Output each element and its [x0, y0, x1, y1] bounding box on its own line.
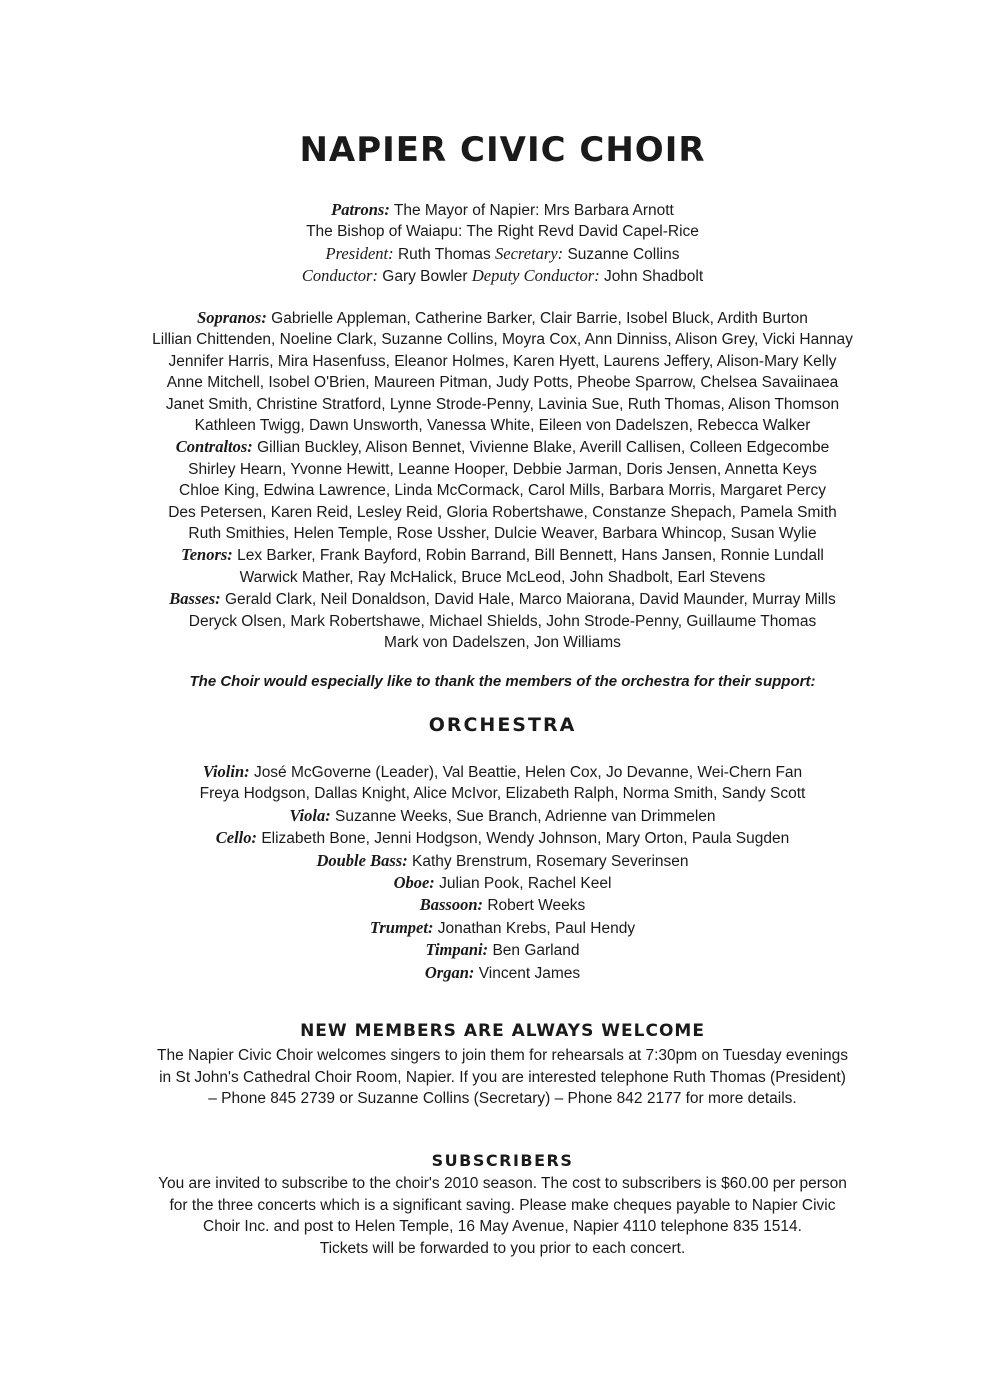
basses-names: Gerald Clark, Neil Donaldson, David Hale, Marco Maiorana, David Maunder, Murray Mills — [224, 591, 836, 609]
orchestra-members-block — [0, 761, 1005, 984]
contraltos-label: Contraltos: — [175, 437, 253, 457]
trumpet-line — [0, 917, 1005, 939]
subscribers-heading: SUBSCRIBERS — [431, 1151, 574, 1170]
contraltos-names: Shirley Hearn, Yvonne Hewitt, Leanne Hooper, Debbie Jarman, Doris Jensen, Annetta Keys — [188, 460, 817, 478]
oboe-line — [0, 872, 1005, 894]
new-members-text-line: in St John's Cathedral Choir Room, Napier. If you are interested telephone Ruth Thomas (President) — [159, 1068, 846, 1086]
violin-line — [0, 761, 1005, 783]
basses-names: Mark von Dadelszen, Jon Williams — [384, 634, 621, 652]
cello-label: Cello: — [215, 828, 258, 848]
patrons-line — [0, 199, 1005, 221]
sopranos-names: Kathleen Twigg, Dawn Unsworth, Vanessa White, Eileen von Dadelszen, Rebecca Walker — [194, 417, 811, 435]
contraltos-names: Ruth Smithies, Helen Temple, Rose Ussher, Dulcie Weaver, Barbara Whincop, Susan Wylie — [188, 525, 817, 543]
conductor-label: Conductor: — [301, 266, 378, 286]
double-bass-label: Double Bass: — [316, 850, 408, 870]
sopranos-names: Janet Smith, Christine Stratford, Lynne Strode-Penny, Lavinia Sue, Ruth Thomas, Alison Thomson — [165, 395, 840, 413]
page-title: NAPIER CIVIC CHOIR — [299, 130, 706, 170]
sopranos-names: Anne Mitchell, Isobel O'Brien, Maureen Pitman, Judy Potts, Pheobe Sparrow, Chelsea Savaiinaea — [166, 374, 839, 392]
viola-line — [0, 805, 1005, 827]
trumpet-names: Jonathan Krebs, Paul Hendy — [437, 919, 636, 937]
deputy-conductor-label: Deputy Conductor: — [471, 266, 600, 286]
cello-names: Elizabeth Bone, Jenni Hodgson, Wendy Johnson, Mary Orton, Paula Sugden — [261, 830, 790, 848]
subscribers-text-line: Tickets will be forwarded to you prior to each concert. — [319, 1239, 686, 1257]
president-secretary-line — [0, 243, 1005, 265]
subscribers-text-line: Choir Inc. and post to Helen Temple, 16 May Avenue, Napier 4110 telephone 835 1514. — [203, 1218, 802, 1235]
secretary-label: Secretary: — [495, 243, 564, 263]
bassoon-names: Robert Weeks — [487, 897, 586, 915]
viola-label: Viola: — [289, 805, 331, 825]
conductor-line — [0, 265, 1005, 287]
viola-names: Suzanne Weeks, Sue Branch, Adrienne van Drimmelen — [335, 807, 716, 825]
orchestra-heading: ORCHESTRA — [428, 714, 577, 736]
conductor-name: Gary Bowler — [382, 268, 468, 286]
basses-line — [0, 588, 1005, 610]
president-label: President: — [325, 243, 394, 263]
choir-members-block — [0, 307, 1005, 654]
contraltos-line — [0, 436, 1005, 458]
subscribers-text-line: for the three concerts which is a significant saving. Please make cheques payable to Napier Civic — [169, 1196, 836, 1214]
tenors-names: Lex Barker, Frank Bayford, Robin Barrand, Bill Bennett, Hans Jansen, Ronnie Lundall — [237, 547, 824, 565]
subscribers-text-line: You are invited to subscribe to the choir's 2010 season. The cost to subscribers is $60.00 per person — [158, 1175, 847, 1192]
violin-names: José McGoverne (Leader), Val Beattie, Helen Cox, Jo Devanne, Wei-Chern Fan — [253, 764, 803, 781]
cello-line — [0, 827, 1005, 849]
contraltos-names: Des Petersen, Karen Reid, Lesley Reid, Gloria Robertshawe, Constanze Shepach, Pamela Smith — [168, 503, 837, 521]
new-members-text-line: The Napier Civic Choir welcomes singers to join them for rehearsals at 7:30pm on Tuesday evenings — [157, 1047, 848, 1064]
sopranos-names: Gabrielle Appleman, Catherine Barker, Clair Barrie, Isobel Bluck, Ardith Burton — [271, 310, 808, 327]
timpani-label: Timpani: — [425, 940, 489, 960]
contraltos-names: Chloe King, Edwina Lawrence, Linda McCormack, Carol Mills, Barbara Morris, Margaret Percy — [179, 482, 826, 500]
new-members-heading: NEW MEMBERS ARE ALWAYS WELCOME — [300, 1021, 705, 1041]
double-bass-names: Kathy Brenstrum, Rosemary Severinsen — [412, 852, 689, 870]
oboe-label: Oboe: — [393, 873, 435, 893]
sopranos-label: Sopranos: — [197, 308, 267, 327]
subscribers-text — [0, 1173, 1005, 1259]
sopranos-names: Jennifer Harris, Mira Hasenfuss, Eleanor Holmes, Karen Hyett, Laurens Jeffery, Alison-Mary Kelly — [168, 352, 837, 370]
violin-label: Violin: — [202, 762, 250, 781]
double-bass-line — [0, 850, 1005, 872]
organ-names: Vincent James — [478, 964, 581, 982]
organ-label: Organ: — [424, 962, 475, 982]
basses-label: Basses: — [169, 589, 221, 609]
timpani-line — [0, 939, 1005, 961]
officers-block — [0, 199, 1005, 288]
deputy-conductor-name: John Shadbolt — [604, 268, 704, 286]
trumpet-label: Trumpet: — [369, 917, 434, 937]
contraltos-names: Gillian Buckley, Alison Bennet, Vivienne Blake, Averill Callisen, Colleen Edgecombe — [257, 439, 830, 457]
orchestra-thanks-note: The Choir would especially like to thank the members of the orchestra for their support: — [189, 673, 816, 690]
tenors-names: Warwick Mather, Ray McHalick, Bruce McLeod, John Shadbolt, Earl Stevens — [239, 568, 766, 586]
bassoon-line — [0, 894, 1005, 916]
new-members-text-line: – Phone 845 2739 or Suzanne Collins (Secretary) – Phone 842 2177 for more details. — [208, 1090, 797, 1107]
patrons-line2: The Bishop of Waiapu: The Right Revd David Capel-Rice — [306, 223, 699, 241]
patrons-label: Patrons: — [331, 200, 390, 219]
oboe-names: Julian Pook, Rachel Keel — [439, 875, 612, 893]
bassoon-label: Bassoon: — [419, 895, 484, 915]
president-name: Ruth Thomas — [397, 245, 491, 263]
tenors-label: Tenors: — [181, 545, 233, 565]
sopranos-names: Lillian Chittenden, Noeline Clark, Suzanne Collins, Moyra Cox, Ann Dinniss, Alison Grey, Vicki Hannay — [152, 331, 853, 349]
new-members-text — [0, 1045, 1005, 1110]
patrons-line1-text: The Mayor of Napier: Mrs Barbara Arnott — [393, 202, 674, 219]
sopranos-line — [0, 307, 1005, 329]
timpani-names: Ben Garland — [492, 942, 580, 960]
tenors-line — [0, 544, 1005, 566]
violin-names: Freya Hodgson, Dallas Knight, Alice McIvor, Elizabeth Ralph, Norma Smith, Sandy Scott — [199, 785, 806, 803]
organ-line — [0, 962, 1005, 984]
basses-names: Deryck Olsen, Mark Robertshawe, Michael Shields, John Strode-Penny, Guillaume Thomas — [188, 612, 817, 630]
secretary-name: Suzanne Collins — [567, 245, 680, 263]
